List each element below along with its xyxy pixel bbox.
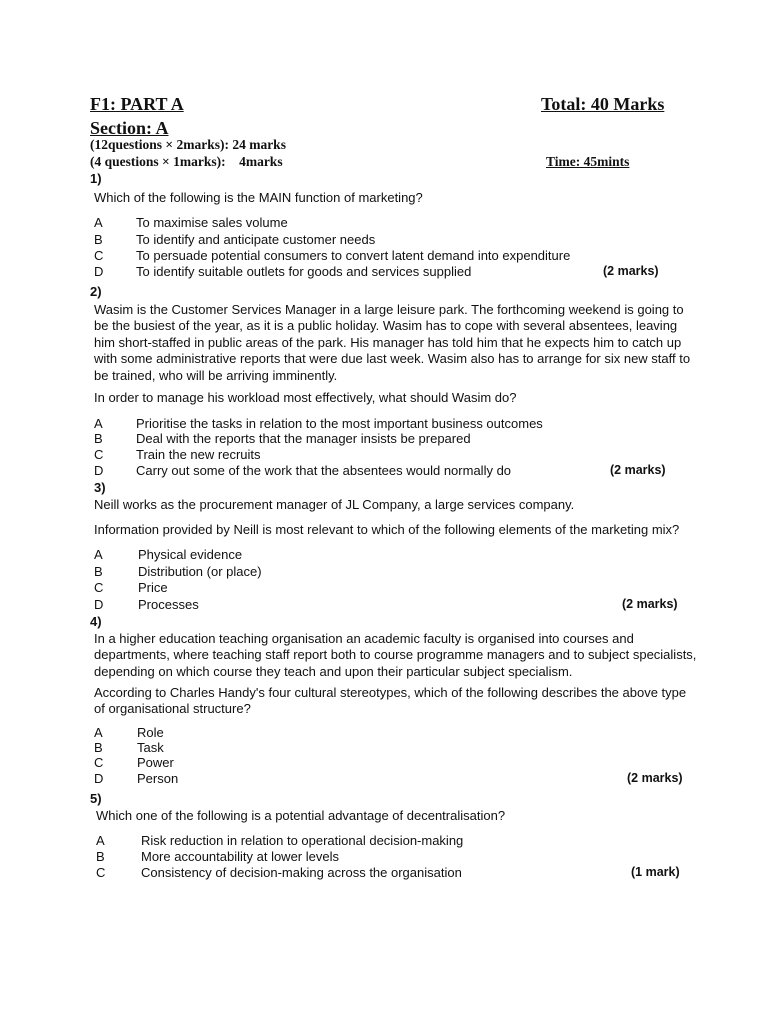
option-letter: C (94, 447, 104, 462)
question-stem: Which of the following is the MAIN function of marketing? (94, 190, 423, 205)
question-prompt: Information provided by Neill is most relevant to which of the following elements of the marketing mix? (94, 522, 680, 537)
question-stem (94, 302, 739, 384)
option-letter: A (94, 725, 103, 740)
option-letter: B (94, 232, 103, 247)
prompt-line: According to Charles Handy's four cultural stereotypes, which of the following describes the above type (94, 685, 687, 700)
prompt-line: of organisational structure? (94, 701, 251, 717)
question-prompt: In order to manage his workload most effectively, what should Wasim do? (94, 390, 517, 405)
question-stem: Which one of the following is a potential advantage of decentralisation? (96, 808, 506, 823)
option-text: Task (137, 740, 164, 755)
question-marks: (2 marks) (603, 264, 659, 278)
option-letter: C (96, 865, 106, 880)
option-text: Train the new recruits (136, 447, 261, 462)
option-text: Prioritise the tasks in relation to the most important business outcomes (136, 416, 543, 431)
option-text: Person (137, 771, 179, 786)
option-letter: B (94, 431, 103, 446)
option-text: Consistency of decision-making across the organisation (141, 865, 462, 880)
option-letter: A (94, 416, 103, 431)
section-title: Section: A (90, 118, 169, 138)
option-text: To persuade potential consumers to convert latent demand into expenditure (136, 248, 571, 263)
option-letter: D (94, 264, 104, 279)
option-text: More accountability at lower levels (141, 849, 339, 864)
question-prompt (94, 685, 739, 718)
question-marks: (2 marks) (622, 597, 678, 611)
option-letter: B (94, 740, 103, 755)
stem-line: be trained, who will be arriving imminently. (94, 367, 338, 383)
option-letter: C (94, 580, 104, 595)
option-text: Distribution (or place) (138, 564, 262, 579)
question-number: 4) (90, 614, 102, 629)
option-letter: C (94, 248, 104, 263)
option-letter: D (94, 771, 104, 786)
option-text: To identify and anticipate customer needs (136, 232, 376, 247)
question-number: 2) (90, 284, 102, 299)
question-marks: (2 marks) (610, 463, 666, 477)
option-text: To identify suitable outlets for goods and services supplied (136, 264, 472, 279)
stem-line: In a higher education teaching organisation an academic faculty is organised into courses and (94, 631, 634, 646)
stem-line: departments, where teaching staff report both to course programme managers and to subject specialists, (94, 647, 697, 663)
option-letter: B (96, 849, 105, 864)
stem-line: with some administrative reports that were due last week. Wasim also has to arrange for six new staff to (94, 351, 691, 367)
question-stem (94, 631, 744, 680)
option-text: Physical evidence (138, 547, 243, 562)
option-text: To maximise sales volume (136, 215, 288, 230)
question-number: 1) (90, 171, 102, 186)
option-text: Role (137, 725, 164, 740)
option-letter: A (94, 547, 103, 562)
question-stem: Neill works as the procurement manager of JL Company, a large services company. (94, 497, 575, 512)
option-letter: D (94, 463, 104, 478)
option-text: Processes (138, 597, 199, 612)
option-letter: D (94, 597, 104, 612)
marks-breakdown-1: (12questions × 2marks): 24 marks (90, 137, 286, 152)
option-letter: C (94, 755, 104, 770)
question-marks: (1 mark) (631, 865, 680, 879)
question-marks: (2 marks) (627, 771, 683, 785)
option-letter: B (94, 564, 103, 579)
stem-line: Wasim is the Customer Services Manager in a large leisure park. The forthcoming weekend is going to (94, 302, 684, 317)
option-letter: A (94, 215, 103, 230)
stem-line: be the busiest of the year, as it is a public holiday. Wasim has to cope with several absentees, leaving (94, 318, 678, 334)
option-text: Power (137, 755, 174, 770)
option-letter: A (96, 833, 105, 848)
option-text: Deal with the reports that the manager insists be prepared (136, 431, 471, 446)
stem-line: him short-staffed in public areas of the park. His manager has told him that he expects him to catch up (94, 334, 682, 350)
question-number: 5) (90, 791, 102, 806)
option-text: Carry out some of the work that the absentees would normally do (136, 463, 512, 478)
total-marks: Total: 40 Marks (541, 94, 665, 114)
option-text: Risk reduction in relation to operational decision-making (141, 833, 464, 848)
question-number: 3) (94, 480, 106, 495)
marks-breakdown-2: (4 questions × 1marks): 4marks (90, 154, 283, 169)
page-title: F1: PART A (90, 94, 184, 114)
time-limit: Time: 45mints (546, 154, 630, 169)
stem-line: depending on which course they teach and upon their particular subject specialism. (94, 663, 573, 679)
option-text: Price (138, 580, 168, 595)
